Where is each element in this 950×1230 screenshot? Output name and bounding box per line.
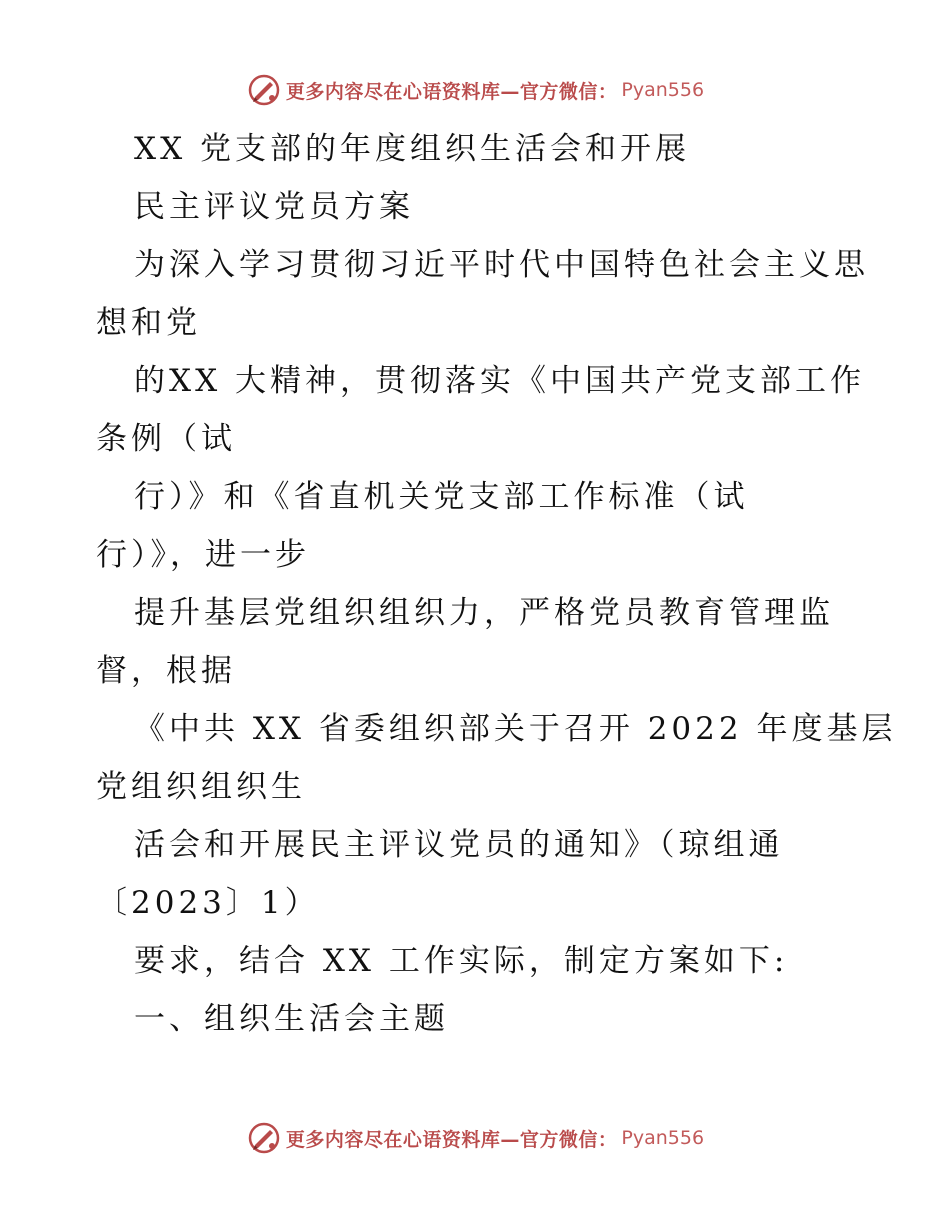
watermark-account: Pyan556 bbox=[621, 79, 705, 101]
watermark-banner-bottom bbox=[0, 1118, 950, 1158]
document-line: 条例（试 bbox=[96, 421, 236, 457]
document-line: 行）》，进一步 bbox=[96, 537, 310, 573]
document-line: 〔2023〕1） bbox=[96, 885, 320, 921]
document-line: 要求，结合 XX 工作实际，制定方案如下: bbox=[134, 943, 789, 979]
document-line: 民主评议党员方案 bbox=[134, 189, 414, 225]
document-line: 行）》和《省直机关党支部工作标准（试 bbox=[134, 479, 749, 515]
document-line: 党组织组织生 bbox=[96, 769, 306, 805]
document-line: 提升基层党组织组织力，严格党员教育管理监 bbox=[134, 595, 834, 631]
document-line: 活会和开展民主评议党员的通知》（琼组通 bbox=[134, 827, 784, 863]
document-line: 想和党 bbox=[96, 305, 201, 341]
watermark-text: 更多内容尽在心语资料库—官方微信： bbox=[285, 80, 618, 103]
document-line: 一、组织生活会主题 bbox=[134, 1001, 449, 1037]
document-body bbox=[96, 120, 897, 1048]
document-line: 为深入学习贯彻习近平时代中国特色社会主义思 bbox=[134, 247, 869, 283]
document-line: 的XX 大精神，贯彻落实《中国共产党支部工作 bbox=[134, 363, 865, 399]
document-line: 《中共 XX 省委组织部关于召开 2022 年度基层 bbox=[134, 711, 897, 747]
watermark-text: 更多内容尽在心语资料库—官方微信： bbox=[285, 1128, 618, 1151]
document-line: 督，根据 bbox=[96, 653, 236, 689]
pen-logo-icon bbox=[246, 1120, 282, 1156]
document-line: XX 党支部的年度组织生活会和开展 bbox=[134, 131, 690, 167]
pen-logo-icon bbox=[246, 72, 282, 108]
watermark-account: Pyan556 bbox=[621, 1127, 705, 1149]
watermark-banner-top bbox=[0, 70, 950, 110]
